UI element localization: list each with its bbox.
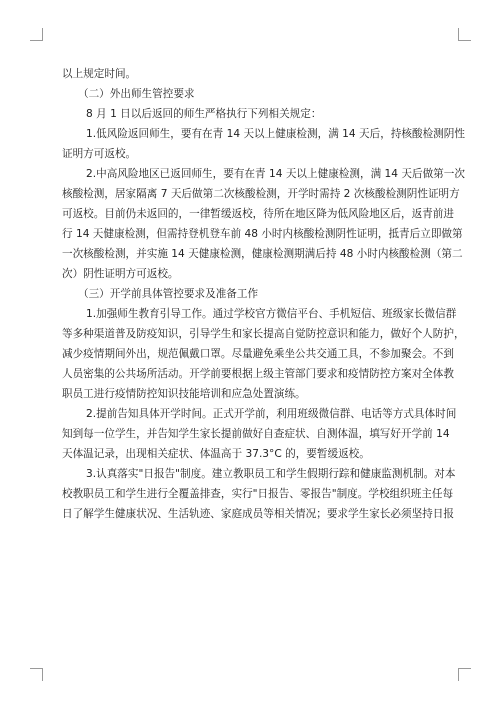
text-line: 可返校。目前仍未返回的，一律暂缓返校，待所在地区降为低风险地区后，返青前进 <box>62 208 454 220</box>
text-line: 证明方可返校。 <box>62 148 137 160</box>
text-line: 1.加强师生教育引导工作。通过学校官方微信平台、手机短信、班级家长微信群 <box>86 308 457 320</box>
text-line: 行 14 天健康检测，但需持登机登车前 48 小时内核酸检测阴性证明，抵青后立即做第 <box>62 228 463 240</box>
text-line: （二）外出师生管控要求 <box>78 88 195 100</box>
text-line: 人员密集的公共场所活动。开学前要根据上级主管部门要求和疫情防控方案对全体教 <box>62 368 454 380</box>
text-line: 以上规定时间。 <box>62 68 137 80</box>
text-line: 核酸检测，居家隔离 7 天后做第二次核酸检测，开学时需持 2 次核酸检测阴性证明方 <box>62 188 460 200</box>
text-line: 1.低风险返回师生，要有在青 14 天以上健康检测，满 14 天后，持核酸检测阴性 <box>86 128 465 140</box>
text-line: 知到每一位学生，并告知学生家长提前做好自查症状、自测体温，填写好开学前 14 <box>62 428 450 440</box>
text-line: 次）阴性证明方可返校。 <box>62 268 179 280</box>
page-corner-mark-top-left <box>30 28 43 41</box>
page-corner-mark-bottom-left <box>30 668 43 681</box>
text-line: 等多种渠道普及防疫知识，引导学生和家长提高自觉防控意识和能力，做好个人防护， <box>62 328 465 340</box>
text-line: 8 月 1 日以后返回的师生严格执行下列相关规定： <box>86 108 322 120</box>
text-line: 2.提前告知具体开学时间。正式开学前，利用班级微信群、电话等方式具体时间 <box>86 408 457 420</box>
text-line: 2.中高风险地区已返回师生，要有在青 14 天以上健康检测，满 14 天后做第一次 <box>86 168 465 180</box>
page-corner-mark-bottom-right <box>458 668 471 681</box>
text-line: 3.认真落实"日报告"制度。建立教职员工和学生假期行踪和健康监测机制。对本 <box>86 468 456 480</box>
text-line: 一次核酸检测，并实施 14 天健康检测，健康检测期满后持 48 小时内核酸检测（第二 <box>62 248 463 260</box>
text-line: 减少疫情期间外出，规范佩戴口罩。尽量避免乘坐公共交通工具，不参加聚会。不到 <box>62 348 454 360</box>
document-body <box>62 64 465 524</box>
text-line: （三）开学前具体管控要求及准备工作 <box>78 288 259 300</box>
page-corner-mark-top-right <box>458 28 471 41</box>
text-line: 校教职员工和学生进行全覆盖排查，实行"日报告、零报告"制度。学校组织班主任每 <box>62 488 454 500</box>
text-line: 日了解学生健康状况、生活轨迹、家庭成员等相关情况；要求学生家长必须坚持日报 <box>62 508 454 520</box>
text-line: 天体温记录，出现相关症状、体温高于 37.3°C 的，要暂缓返校。 <box>62 448 370 460</box>
text-line: 职员工进行疫情防控知识技能培训和应急处置演练。 <box>62 388 306 400</box>
